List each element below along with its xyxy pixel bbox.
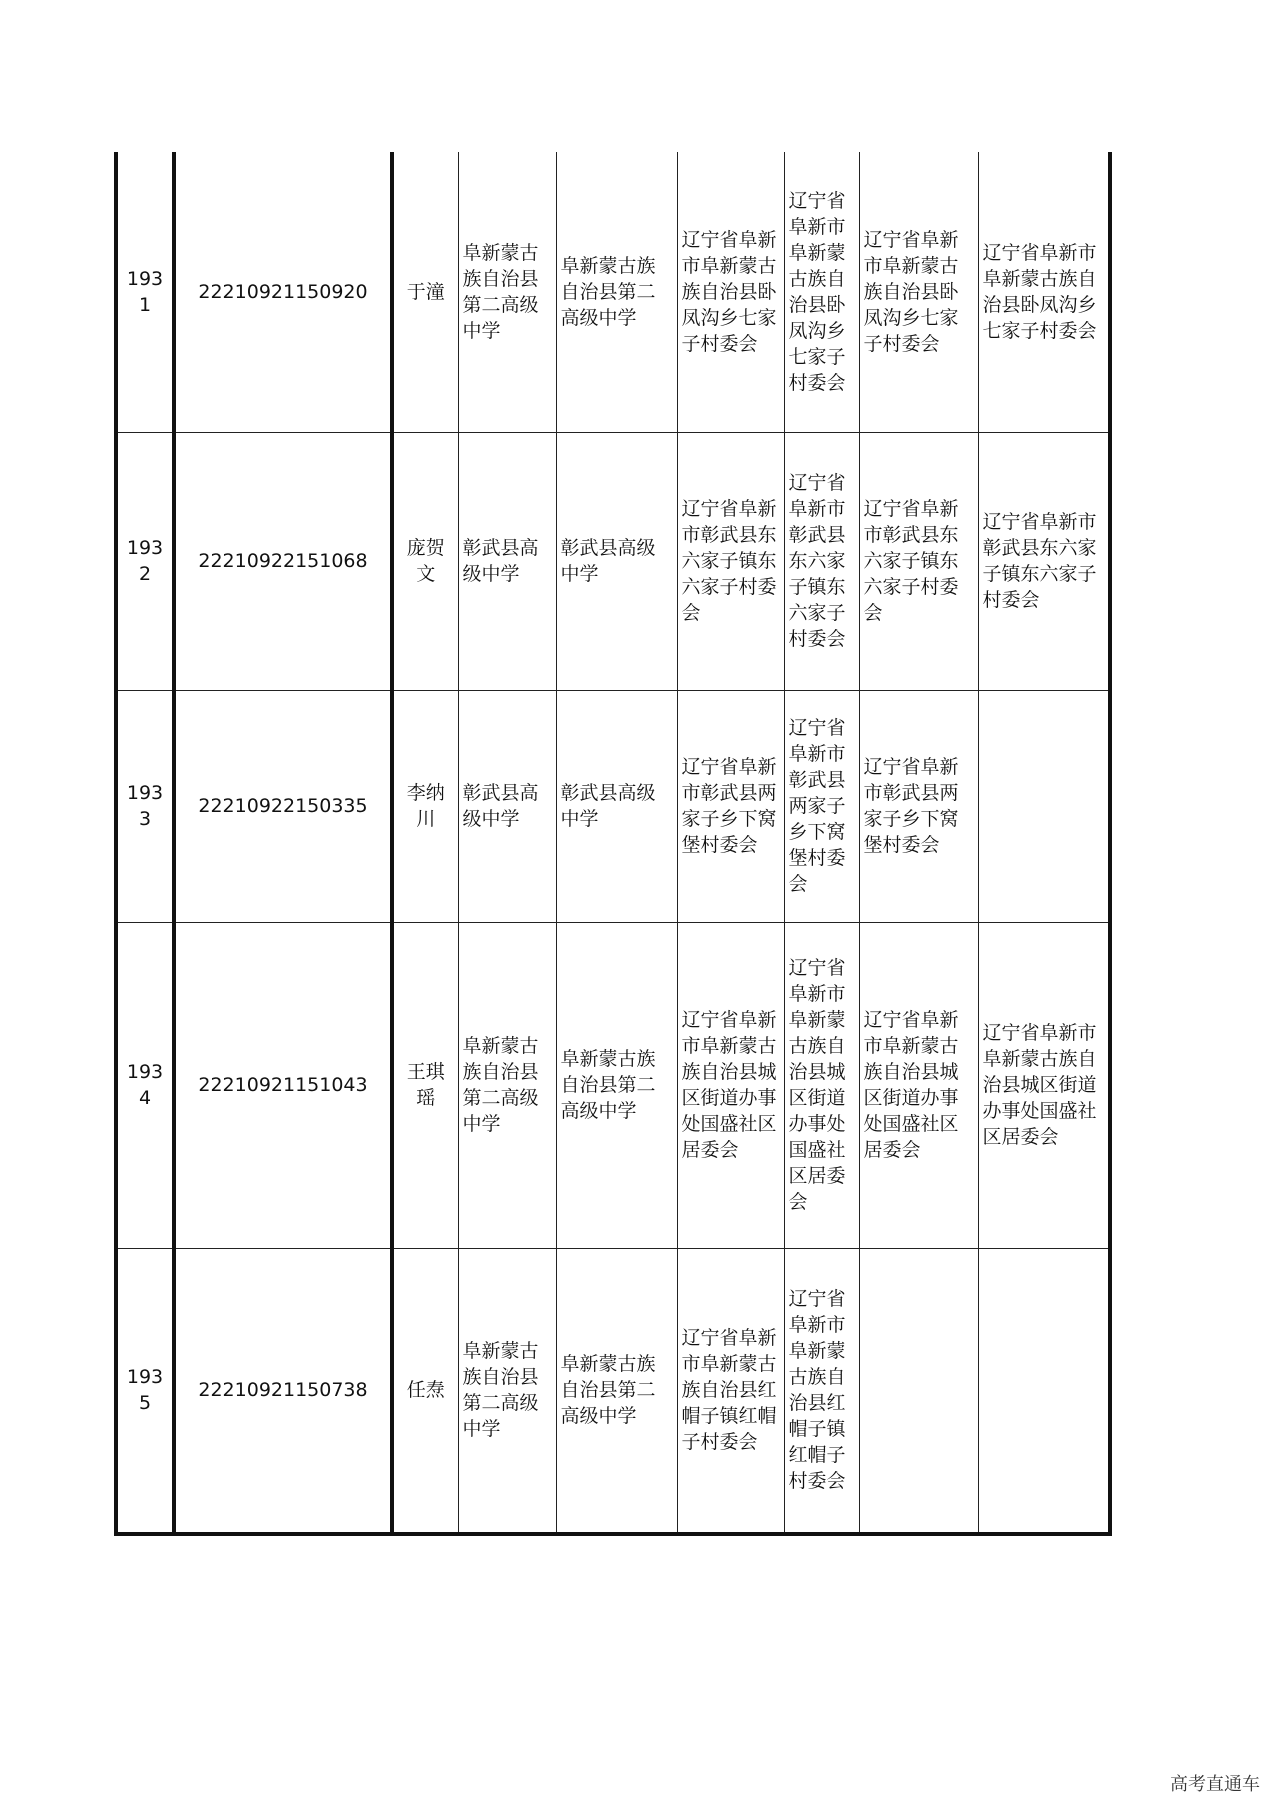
- school-full-cell: 阜新蒙古族自治县第二高级中学: [556, 1248, 677, 1534]
- name-cell: 庞贺文: [392, 432, 458, 690]
- address-cell-a: 辽宁省阜新市彰武县东六家子镇东六家子村委会: [677, 432, 784, 690]
- school-full-cell: 阜新蒙古族自治县第二高级中学: [556, 922, 677, 1248]
- table-row: [116, 922, 1110, 1248]
- exam-id-cell: 22210921150920: [174, 152, 392, 432]
- address-cell-b: 辽宁省阜新市彰武县两家子乡下窝堡村委会: [784, 690, 859, 922]
- seq-cell: 1934: [116, 922, 174, 1248]
- table-row: [116, 432, 1110, 690]
- address-cell-d: 辽宁省阜新市彰武县东六家子镇东六家子村委会: [978, 432, 1110, 690]
- address-cell-d: [978, 1248, 1110, 1534]
- roster-table-container: [114, 152, 1108, 1534]
- table-row: [116, 1248, 1110, 1534]
- address-cell-c: [859, 1248, 978, 1534]
- address-cell-d: 辽宁省阜新市阜新蒙古族自治县卧凤沟乡七家子村委会: [978, 152, 1110, 432]
- seq-cell: 1933: [116, 690, 174, 922]
- address-cell-d: 辽宁省阜新市阜新蒙古族自治县城区街道办事处国盛社区居委会: [978, 922, 1110, 1248]
- name-cell: 于潼: [392, 152, 458, 432]
- school-full-cell: 彰武县高级中学: [556, 690, 677, 922]
- school-cell: 阜新蒙古族自治县第二高级中学: [458, 922, 556, 1248]
- address-cell-c: 辽宁省阜新市彰武县东六家子镇东六家子村委会: [859, 432, 978, 690]
- table-row: [116, 152, 1110, 432]
- school-cell: 彰武县高级中学: [458, 690, 556, 922]
- address-cell-b: 辽宁省阜新市阜新蒙古族自治县城区街道办事处国盛社区居委会: [784, 922, 859, 1248]
- address-cell-b: 辽宁省阜新市彰武县东六家子镇东六家子村委会: [784, 432, 859, 690]
- exam-id-cell: 22210922150335: [174, 690, 392, 922]
- school-full-cell: 彰武县高级中学: [556, 432, 677, 690]
- address-cell-b: 辽宁省阜新市阜新蒙古族自治县红帽子镇红帽子村委会: [784, 1248, 859, 1534]
- school-cell: 阜新蒙古族自治县第二高级中学: [458, 1248, 556, 1534]
- exam-id-cell: 22210921151043: [174, 922, 392, 1248]
- seq-cell: 1935: [116, 1248, 174, 1534]
- seq-cell: 1931: [116, 152, 174, 432]
- exam-id-cell: 22210922151068: [174, 432, 392, 690]
- watermark-text: 高考直通车: [1170, 1774, 1260, 1795]
- table-row: [116, 690, 1110, 922]
- address-cell-a: 辽宁省阜新市阜新蒙古族自治县卧凤沟乡七家子村委会: [677, 152, 784, 432]
- address-cell-b: 辽宁省阜新市阜新蒙古族自治县卧凤沟乡七家子村委会: [784, 152, 859, 432]
- address-cell-c: 辽宁省阜新市阜新蒙古族自治县卧凤沟乡七家子村委会: [859, 152, 978, 432]
- seq-cell: 1932: [116, 432, 174, 690]
- school-cell: 阜新蒙古族自治县第二高级中学: [458, 152, 556, 432]
- address-cell-d: [978, 690, 1110, 922]
- school-full-cell: 阜新蒙古族自治县第二高级中学: [556, 152, 677, 432]
- address-cell-a: 辽宁省阜新市阜新蒙古族自治县城区街道办事处国盛社区居委会: [677, 922, 784, 1248]
- name-cell: 任焘: [392, 1248, 458, 1534]
- address-cell-c: 辽宁省阜新市彰武县两家子乡下窝堡村委会: [859, 690, 978, 922]
- roster-table: [114, 152, 1112, 1536]
- exam-id-cell: 22210921150738: [174, 1248, 392, 1534]
- name-cell: 李纳川: [392, 690, 458, 922]
- name-cell: 王琪瑶: [392, 922, 458, 1248]
- address-cell-a: 辽宁省阜新市阜新蒙古族自治县红帽子镇红帽子村委会: [677, 1248, 784, 1534]
- school-cell: 彰武县高级中学: [458, 432, 556, 690]
- address-cell-c: 辽宁省阜新市阜新蒙古族自治县城区街道办事处国盛社区居委会: [859, 922, 978, 1248]
- address-cell-a: 辽宁省阜新市彰武县两家子乡下窝堡村委会: [677, 690, 784, 922]
- roster-body: [116, 152, 1110, 1534]
